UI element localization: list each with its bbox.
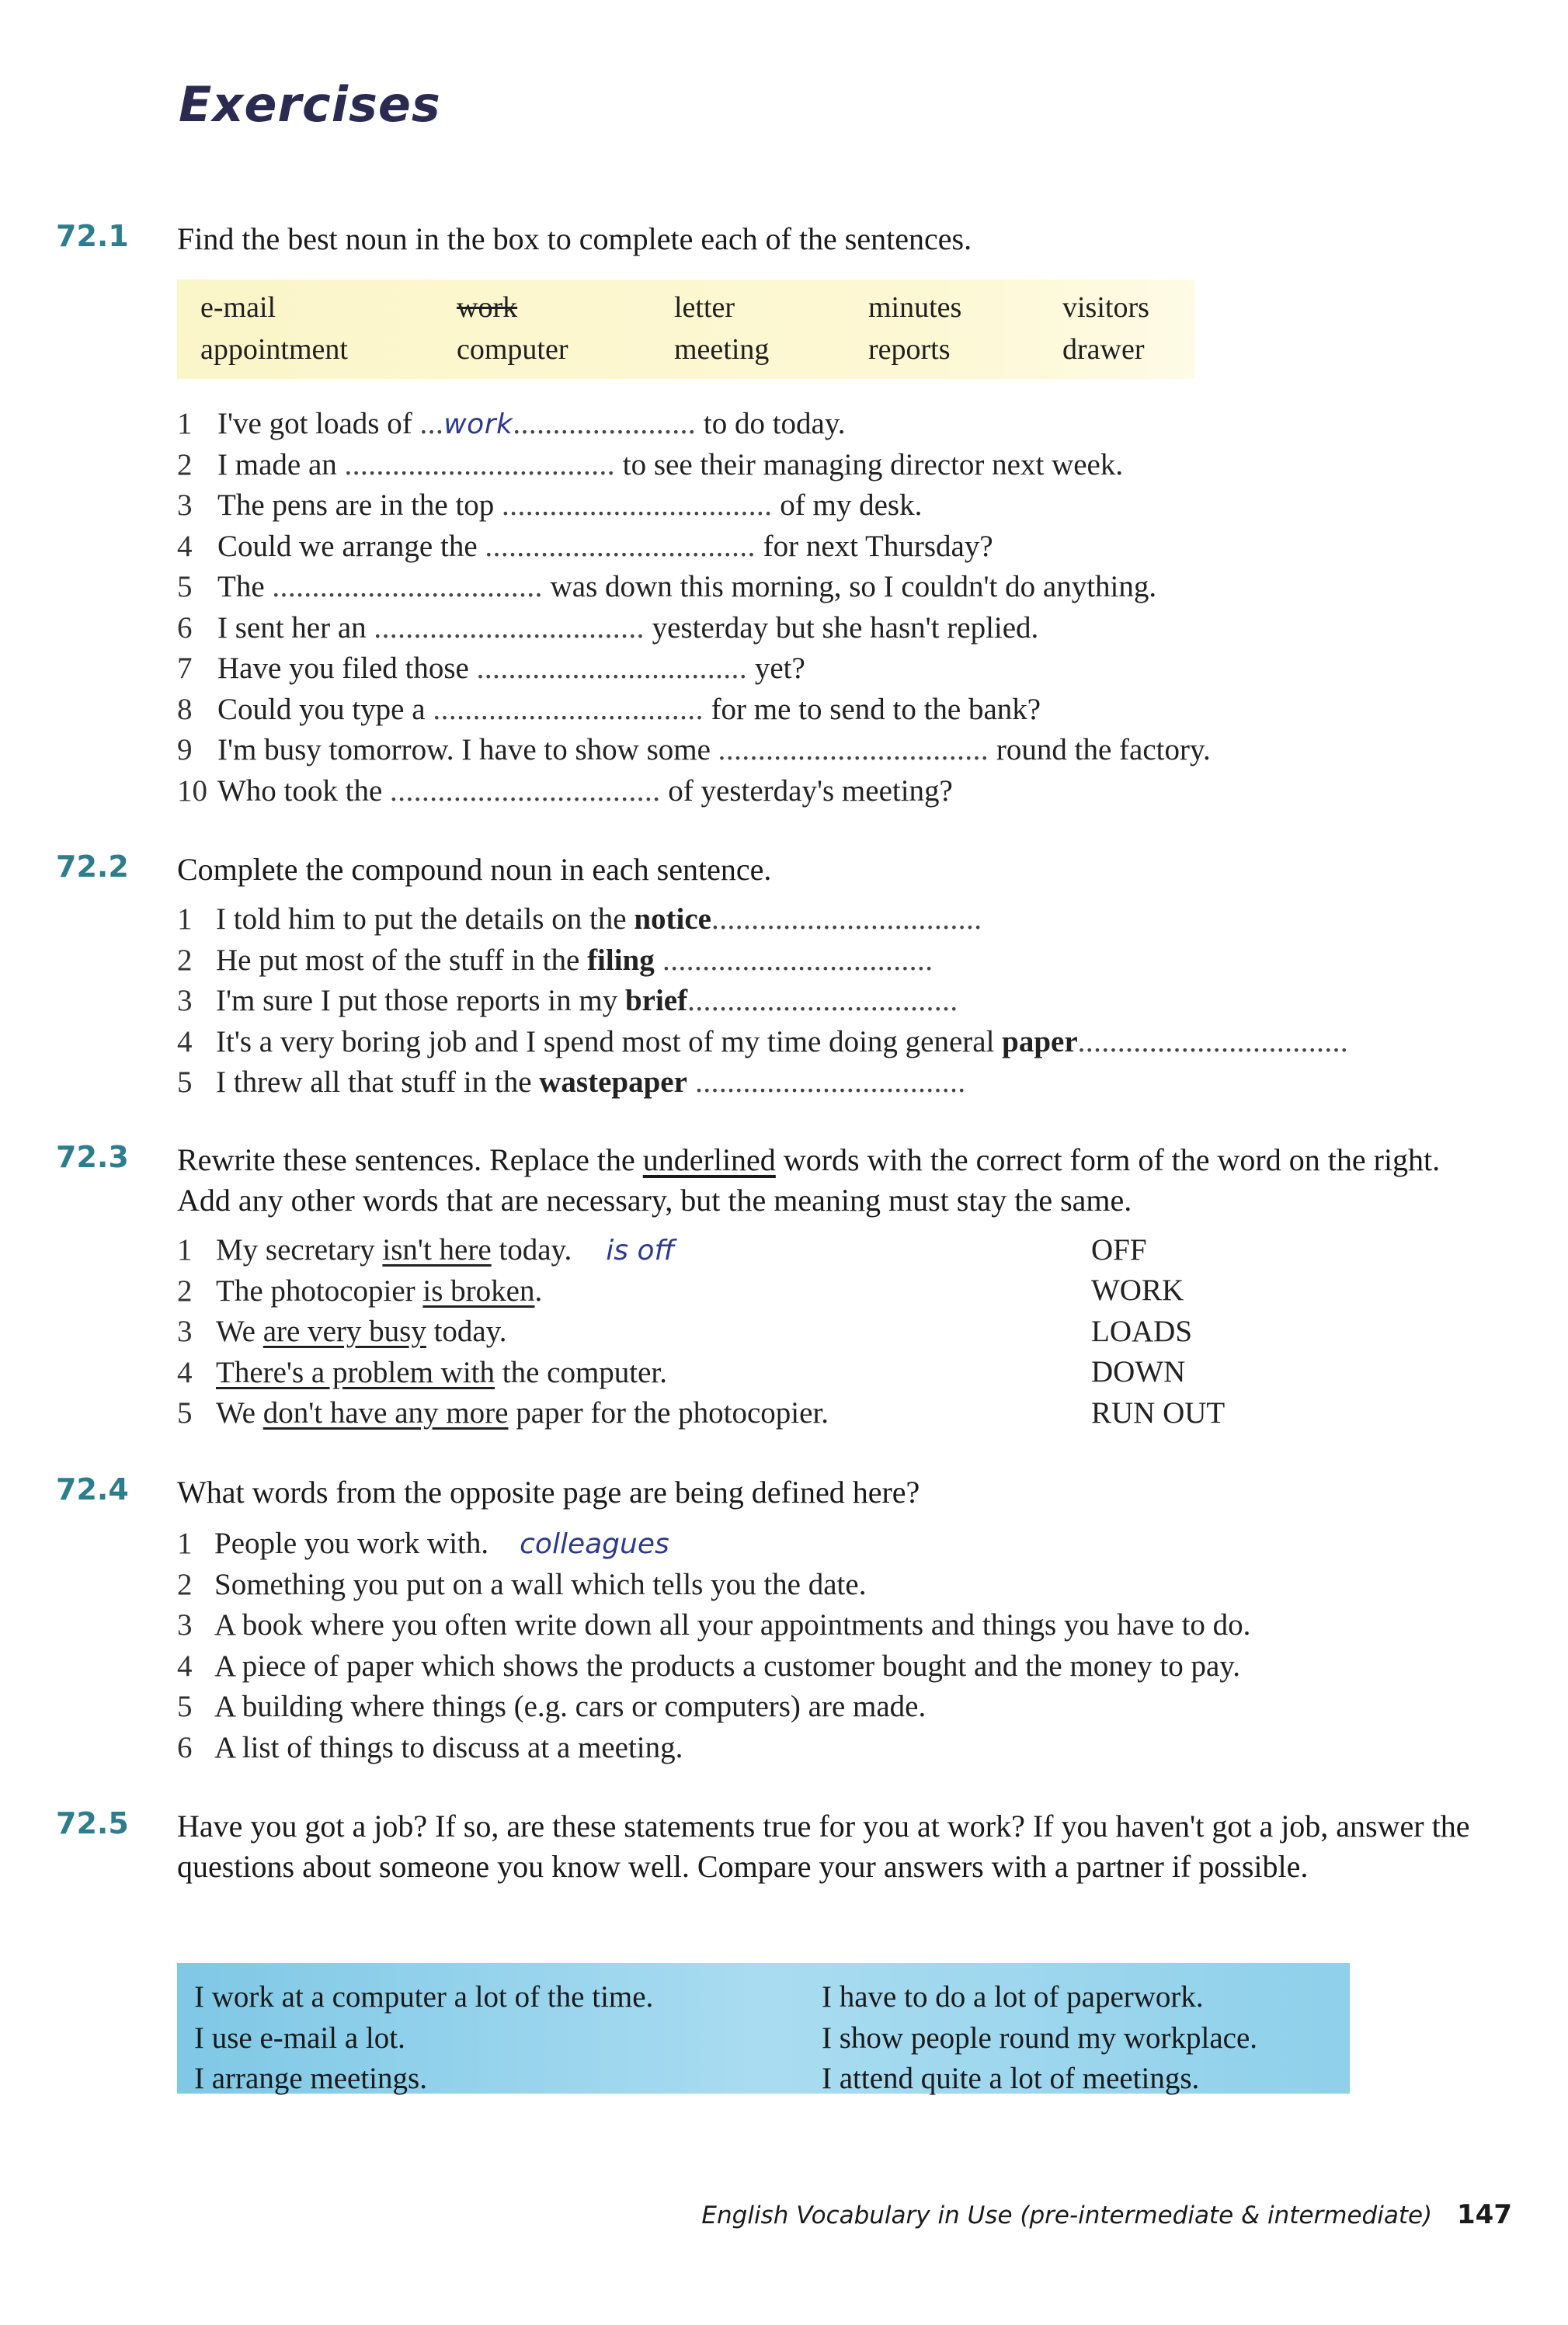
item-text: I made an [217,447,345,481]
exercise-number: 72.4 [56,1472,129,1507]
item-text: My secretary [216,1233,383,1267]
list-item [177,608,1211,649]
page-title: Exercises [179,76,441,133]
list-item [177,1646,1250,1687]
item-number: 3 [177,488,193,522]
item-text: The photocopier [216,1274,423,1308]
box-word: drawer [1062,333,1145,366]
underlined-phrase: are very busy [262,1315,426,1348]
item-text: We [216,1315,263,1348]
cue-word: WORK [1091,1274,1184,1307]
box-word: e-mail [200,291,276,324]
list-item [177,1022,1348,1063]
handwritten-answer: colleagues [520,1528,669,1560]
item-text: yesterday but she hasn't replied. [644,610,1039,645]
item-text: A piece of paper which shows the products a customer bought and the money to pay. [214,1649,1240,1683]
item-text: I threw all that stuff in the [216,1065,540,1099]
statement: I work at a computer a lot of the time. [194,1980,654,2014]
item-text: The pens are in the top [217,488,502,522]
answer-blank[interactable]: .................................. [476,652,748,685]
item-text: to see their managing director next week. [615,447,1124,481]
statements-left [194,1977,653,2100]
list-item [177,404,1211,445]
item-number: 5 [177,1065,193,1099]
answer-blank[interactable]: .................................. [1077,1024,1349,1058]
item-text: I'm sure I put those reports in my [216,984,625,1017]
list-item [177,1393,829,1434]
list-item [177,1312,829,1353]
item-text: A building where things (e.g. cars or computers) are made. [214,1690,927,1723]
item-number: 6 [177,1730,193,1764]
item-number: 2 [177,447,193,481]
cue-word: OFF [1091,1233,1147,1267]
answer-blank[interactable]: .................................. [718,733,989,766]
list-item [177,1230,829,1271]
answer-blank[interactable]: .................................. [374,610,645,645]
box-word: visitors [1062,291,1149,324]
item-text: . [534,1274,543,1308]
list-item [177,899,1348,940]
instruction-text: words with the correct form of the word on the right. Add any other words that are necessary, but the meaning must stay the same. [177,1142,1441,1218]
page-number: 147 [1457,2199,1512,2230]
list-item [177,648,1211,690]
item-text: today. [426,1315,507,1348]
exercise-items [177,1230,829,1434]
list-item [177,1353,829,1394]
item-text: yet? [747,652,805,685]
underlined-phrase: There's a problem with [216,1355,495,1389]
underlined-phrase: don't have any more [262,1396,509,1430]
list-item [177,1687,1250,1728]
item-number: 7 [177,652,193,685]
item-number: 5 [177,1690,193,1723]
exercise-items [177,899,1348,1103]
list-item [177,527,1211,568]
list-item [177,730,1211,771]
item-number: 4 [177,1024,193,1058]
answer-blank[interactable]: .................................. [711,902,982,936]
statement: I use e-mail a lot. [194,2021,405,2055]
word-grid [200,287,1218,370]
statement: I show people round my workplace. [822,2021,1258,2055]
item-text: I've got loads of [217,407,420,440]
item-text: A book where you often write down all your appointments and things you have to do. [214,1608,1251,1642]
exercise-number: 72.3 [56,1140,129,1174]
exercise-items [177,1524,1250,1768]
exercise-number: 72.5 [56,1806,129,1840]
list-item [177,1728,1250,1769]
cue-word: RUN OUT [1091,1396,1226,1430]
statement: I attend quite a lot of meetings. [822,2062,1200,2095]
answer-blank[interactable]: .................................. [502,488,773,522]
item-text: paper for the photocopier. [508,1396,829,1430]
list-item [177,1524,1250,1565]
item-bold-word: wastepaper [539,1065,687,1099]
cue-word: LOADS [1091,1315,1193,1348]
item-number: 10 [177,773,207,808]
box-word: reports [868,333,951,366]
book-title: English Vocabulary in Use (pre-intermediate & intermediate) [701,2202,1433,2229]
item-text: Could we arrange the [217,529,485,563]
item-number: 5 [177,1396,193,1430]
statement: I arrange meetings. [194,2062,427,2095]
statements-right [822,1977,1257,2100]
item-number: 3 [177,1608,193,1642]
item-number: 1 [177,407,193,440]
item-number: 2 [177,943,193,977]
item-text: for next Thursday? [755,529,993,563]
item-text: The [217,570,273,603]
item-text: of yesterday's meeting? [660,773,953,808]
exercise-instruction: Find the best noun in the box to complete each of the sentences. [177,221,972,256]
instruction-underlined: underlined [642,1142,776,1177]
item-number: 4 [177,529,193,563]
item-number: 2 [177,1274,193,1308]
exercise-number: 72.1 [56,219,129,253]
answer-blank[interactable]: .................................. [272,570,543,603]
statement: I have to do a lot of paperwork. [822,1980,1204,2014]
instruction-text: Rewrite these sentences. Replace the [177,1142,643,1177]
answer-blank[interactable]: .................................. [344,447,616,481]
item-text: We [216,1396,263,1430]
list-item [177,1062,1348,1103]
item-bold-word: notice [634,902,711,936]
item-text: the computer. [495,1355,668,1389]
list-item [177,1271,829,1312]
answer-blank[interactable]: ...work....................... [419,407,697,440]
handwritten-answer: work [443,408,513,440]
exercise-instruction: Complete the compound noun in each sentence. [177,852,772,887]
exercise-items [177,404,1211,811]
cue-word: DOWN [1091,1355,1186,1388]
item-text: People you work with. [214,1527,489,1560]
box-word: letter [674,291,735,324]
item-number: 8 [177,692,193,726]
item-text: of my desk. [772,488,923,522]
list-item [177,771,1211,812]
item-bold-word: paper [1002,1024,1078,1058]
list-item [177,981,1348,1022]
item-number: 1 [177,1233,193,1267]
exercise-number: 72.2 [56,850,129,884]
box-word-struck: work [457,291,518,324]
item-number: 5 [177,570,193,603]
answer-blank[interactable]: .................................. [390,773,661,808]
item-number: 9 [177,733,193,766]
item-text: Something you put on a wall which tells you the date. [214,1567,867,1601]
statements-box [177,1963,1350,2094]
list-item [177,485,1211,527]
item-bold-word: filing [587,943,655,977]
item-number: 4 [177,1355,193,1389]
list-item [177,567,1211,608]
underlined-phrase: is broken [422,1274,535,1308]
item-text: round the factory. [989,733,1211,766]
box-word: meeting [674,333,770,366]
answer-blank[interactable]: .................................. [687,984,958,1017]
item-text: Who took the [217,773,391,808]
answer-blank[interactable]: .................................. [433,692,704,726]
box-word: appointment [200,333,348,366]
item-number: 1 [177,1527,193,1560]
list-item [177,1565,1250,1606]
answer-blank[interactable]: .................................. [687,1065,966,1099]
list-item [177,690,1211,731]
list-item [177,940,1348,982]
item-number: 4 [177,1649,193,1683]
answer-blank[interactable]: .................................. [485,529,756,563]
item-text: I sent her an [217,610,374,645]
item-number: 3 [177,1315,193,1348]
item-text: It's a very boring job and I spend most of my time doing general [216,1024,1003,1058]
item-text: to do today. [696,407,846,440]
list-item [177,445,1211,486]
item-number: 2 [177,1567,193,1601]
item-number: 3 [177,984,193,1017]
list-item [177,1605,1250,1646]
box-word: minutes [868,291,962,324]
item-bold-word: brief [624,984,688,1017]
exercise-instruction [177,1140,1497,1221]
exercise-instruction: What words from the opposite page are being defined here? [177,1475,920,1510]
item-text: Could you type a [217,692,433,726]
handwritten-answer: is off [606,1235,675,1267]
underlined-phrase: isn't here [382,1233,492,1267]
item-text: I'm busy tomorrow. I have to show some [217,733,718,766]
item-text: He put most of the stuff in the [216,943,588,977]
exercise-instruction: Have you got a job? If so, are these statements true for you at work? If you haven't got a job, answer the questions about someone you know well. Compare your answers with a partner if possible. [177,1809,1470,1884]
item-text: I told him to put the details on the [216,902,635,936]
item-text: A list of things to discuss at a meeting. [214,1730,683,1764]
answer-blank[interactable]: .................................. [654,943,933,977]
page-footer [701,2199,1512,2230]
item-number: 1 [177,902,193,936]
item-text: Have you filed those [217,652,477,685]
item-text: for me to send to the bank? [703,692,1041,726]
box-word: computer [457,333,568,366]
item-number: 6 [177,610,193,645]
item-text: was down this morning, so I couldn't do anything. [542,570,1157,603]
item-text: today. [491,1233,572,1267]
word-box [177,280,1194,379]
